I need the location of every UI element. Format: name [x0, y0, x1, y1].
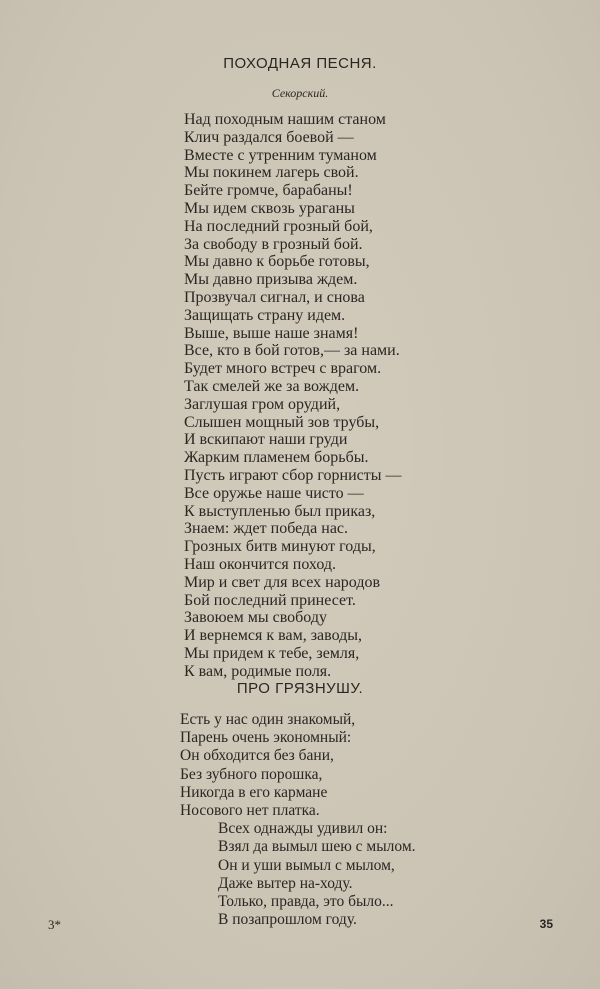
poem-title: ПОХОДНАЯ ПЕСНЯ.: [223, 55, 377, 72]
poem-line: Он обходится без бани,: [180, 747, 334, 765]
poem-line: К выступленью был приказ,: [184, 502, 376, 520]
poem-line: В позапрошлом году.: [218, 911, 357, 929]
poem-line: Будет много встреч с врагом.: [184, 360, 382, 378]
poem-line: Никогда в его кармане: [180, 783, 328, 801]
poem-line: Все оружье наше чисто —: [184, 484, 364, 502]
poem-line: Пусть играют сбор горнисты —: [184, 466, 402, 484]
poem-author: Секорский.: [271, 86, 329, 100]
printer-signature: 3*: [48, 917, 61, 932]
poem-lines: [180, 711, 416, 929]
poem-line: Мы придем к тебе, земля,: [184, 644, 360, 662]
poem-line: Выше, выше наше знамя!: [184, 324, 359, 342]
poem-line: Вместе с утренним туманом: [184, 146, 377, 164]
poem-line: Клич раздался боевой —: [184, 128, 354, 146]
poem-line: Мы давно призыва ждем.: [184, 271, 358, 289]
poem-line: Защищать страну идем.: [184, 306, 346, 324]
poem-line: И вскипают наши груди: [184, 431, 348, 449]
poem-line: Над походным нашим станом: [184, 111, 386, 128]
poem-line: Есть у нас один знакомый,: [180, 711, 356, 728]
poem-line: Только, правда, это было...: [218, 892, 394, 910]
poem-line: Жарким пламенем борьбы.: [184, 449, 369, 467]
poem-line: Носового нет платка.: [180, 801, 320, 819]
page-number: 35: [539, 917, 553, 931]
poem-line: Грозных битв минуют годы,: [184, 538, 376, 556]
poem-title: ПРО ГРЯЗНУШУ.: [236, 680, 364, 697]
poem-line: Мы покинем лагерь свой.: [184, 164, 359, 182]
poem-line: И вернемся к вам, заводы,: [184, 627, 363, 645]
poem-line: Заглушая гром орудий,: [184, 395, 341, 413]
poem-line: Мы идем сквозь ураганы: [184, 199, 355, 217]
poem-line: Бейте громче, барабаны!: [184, 182, 353, 200]
poem-lines: [184, 111, 401, 681]
poem-line: Все, кто в бой готов,— за нами.: [184, 342, 400, 360]
poem-line: Мир и свет для всех народов: [184, 573, 381, 591]
poem-line: Наш окончится поход.: [184, 555, 336, 573]
poem-line: На последний грозный бой,: [184, 217, 373, 235]
poem-line: Взял да вымыл шею с мылом.: [218, 838, 416, 856]
poem-line: Прозвучал сигнал, и снова: [184, 288, 365, 306]
poem-line: Знаем: ждет победа нас.: [184, 520, 349, 538]
poem-line: Парень очень экономный:: [180, 729, 352, 747]
poem-line: Так смелей же за вождем.: [184, 377, 360, 395]
poem-line: Он и уши вымыл с мылом,: [218, 856, 395, 874]
poem-line: За свободу в грозный бой.: [184, 235, 363, 253]
poem-line: Слышен мощный зов трубы,: [184, 413, 380, 431]
poem-line: Без зубного порошка,: [180, 765, 323, 783]
poem-line: Бой последний принесет.: [184, 591, 356, 609]
poem-line: Завоюем мы свободу: [184, 609, 327, 627]
poem-line: Мы давно к борьбе готовы,: [184, 253, 370, 271]
poem-line: Всех однажды удивил он:: [218, 820, 388, 838]
poem-line: К вам, родимые поля.: [184, 662, 332, 680]
poem-line: Даже вытер на-ходу.: [218, 874, 353, 892]
